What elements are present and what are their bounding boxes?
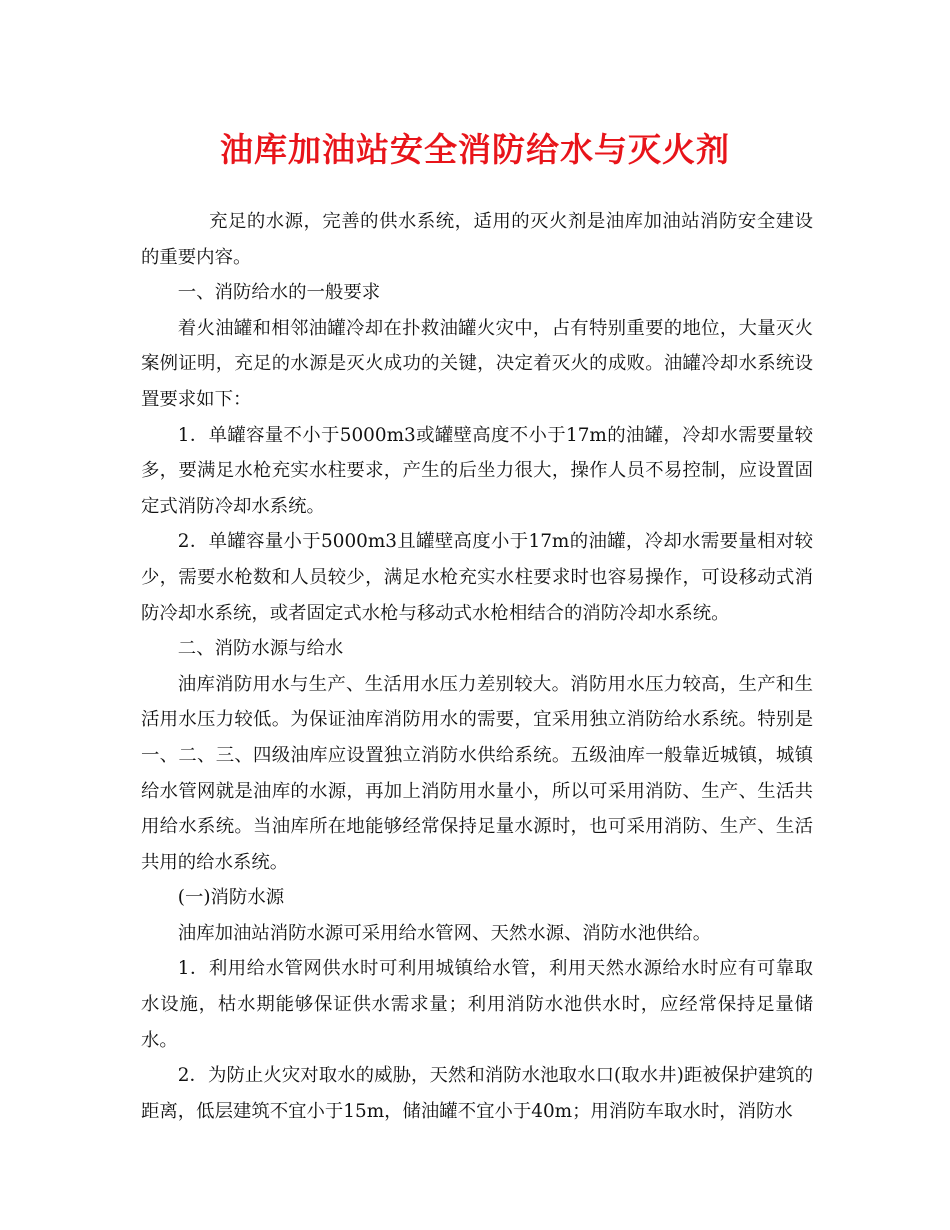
document-body: [141, 204, 813, 1129]
section-heading-1: 一、消防给水的一般要求: [177, 282, 381, 304]
list-item-1: 1．利用给水管网供水时可利用城镇给水管，利用天然水源给水时应有可靠取水设施，枯水期能够保证供水需求量；利用消防水池供水时，应经常保持足量储水。: [141, 958, 813, 1051]
list-item-2: 2．为防止火灾对取水的威胁，天然和消防水池取水口(取水井)距被保护建筑的距离，低层建筑不宜小于15m，储油罐不宜小于40m；用消防车取水时，消防水: [141, 1065, 813, 1122]
document-title: 油库加油站安全消防给水与灭火剂: [220, 130, 730, 169]
section-heading-2: 二、消防水源与给水: [177, 638, 344, 660]
body-paragraph: 油库消防用水与生产、生活用水压力差别较大。消防用水压力较高，生产和生活用水压力较低。为保证油库消防用水的需要，宜采用独立消防给水系统。特别是一、二、三、四级油库应设置独立消防水供给系统。五级油库一般靠近城镇，城镇给水管网就是油库的水源，再加上消防用水量小，所以可采用消防、生产、生活共用给水系统。当油库所在地能够经常保持足量水源时，也可采用消防、生产、生活共用的给水系统。: [141, 673, 813, 873]
subsection-heading-1: (一)消防水源: [177, 887, 285, 909]
intro-paragraph: 充足的水源，完善的供水系统，适用的灭火剂是油库加油站消防安全建设的重要内容。: [141, 211, 813, 268]
body-paragraph: 着火油罐和相邻油罐冷却在扑救油罐火灾中，占有特别重要的地位，大量灭火案例证明，充足的水源是灭火成功的关键，决定着灭火的成败。油罐冷却水系统设置要求如下：: [141, 317, 813, 410]
body-paragraph: 油库加油站消防水源可采用给水管网、天然水源、消防水池供给。: [177, 922, 712, 944]
list-item-2: 2．单罐容量小于5000m3且罐壁高度小于17m的油罐，冷却水需要量相对较少，需要水枪数和人员较少，满足水枪充实水柱要求时也容易操作，可设移动式消防冷却水系统，或者固定式水枪与移动式水枪相结合的消防冷却水系统。: [141, 531, 813, 624]
list-item-1: 1．单罐容量不小于5000m3或罐壁高度不小于17m的油罐，冷却水需要量较多，要满足水枪充实水柱要求，产生的后坐力很大，操作人员不易控制，应设置固定式消防冷却水系统。: [141, 424, 813, 517]
